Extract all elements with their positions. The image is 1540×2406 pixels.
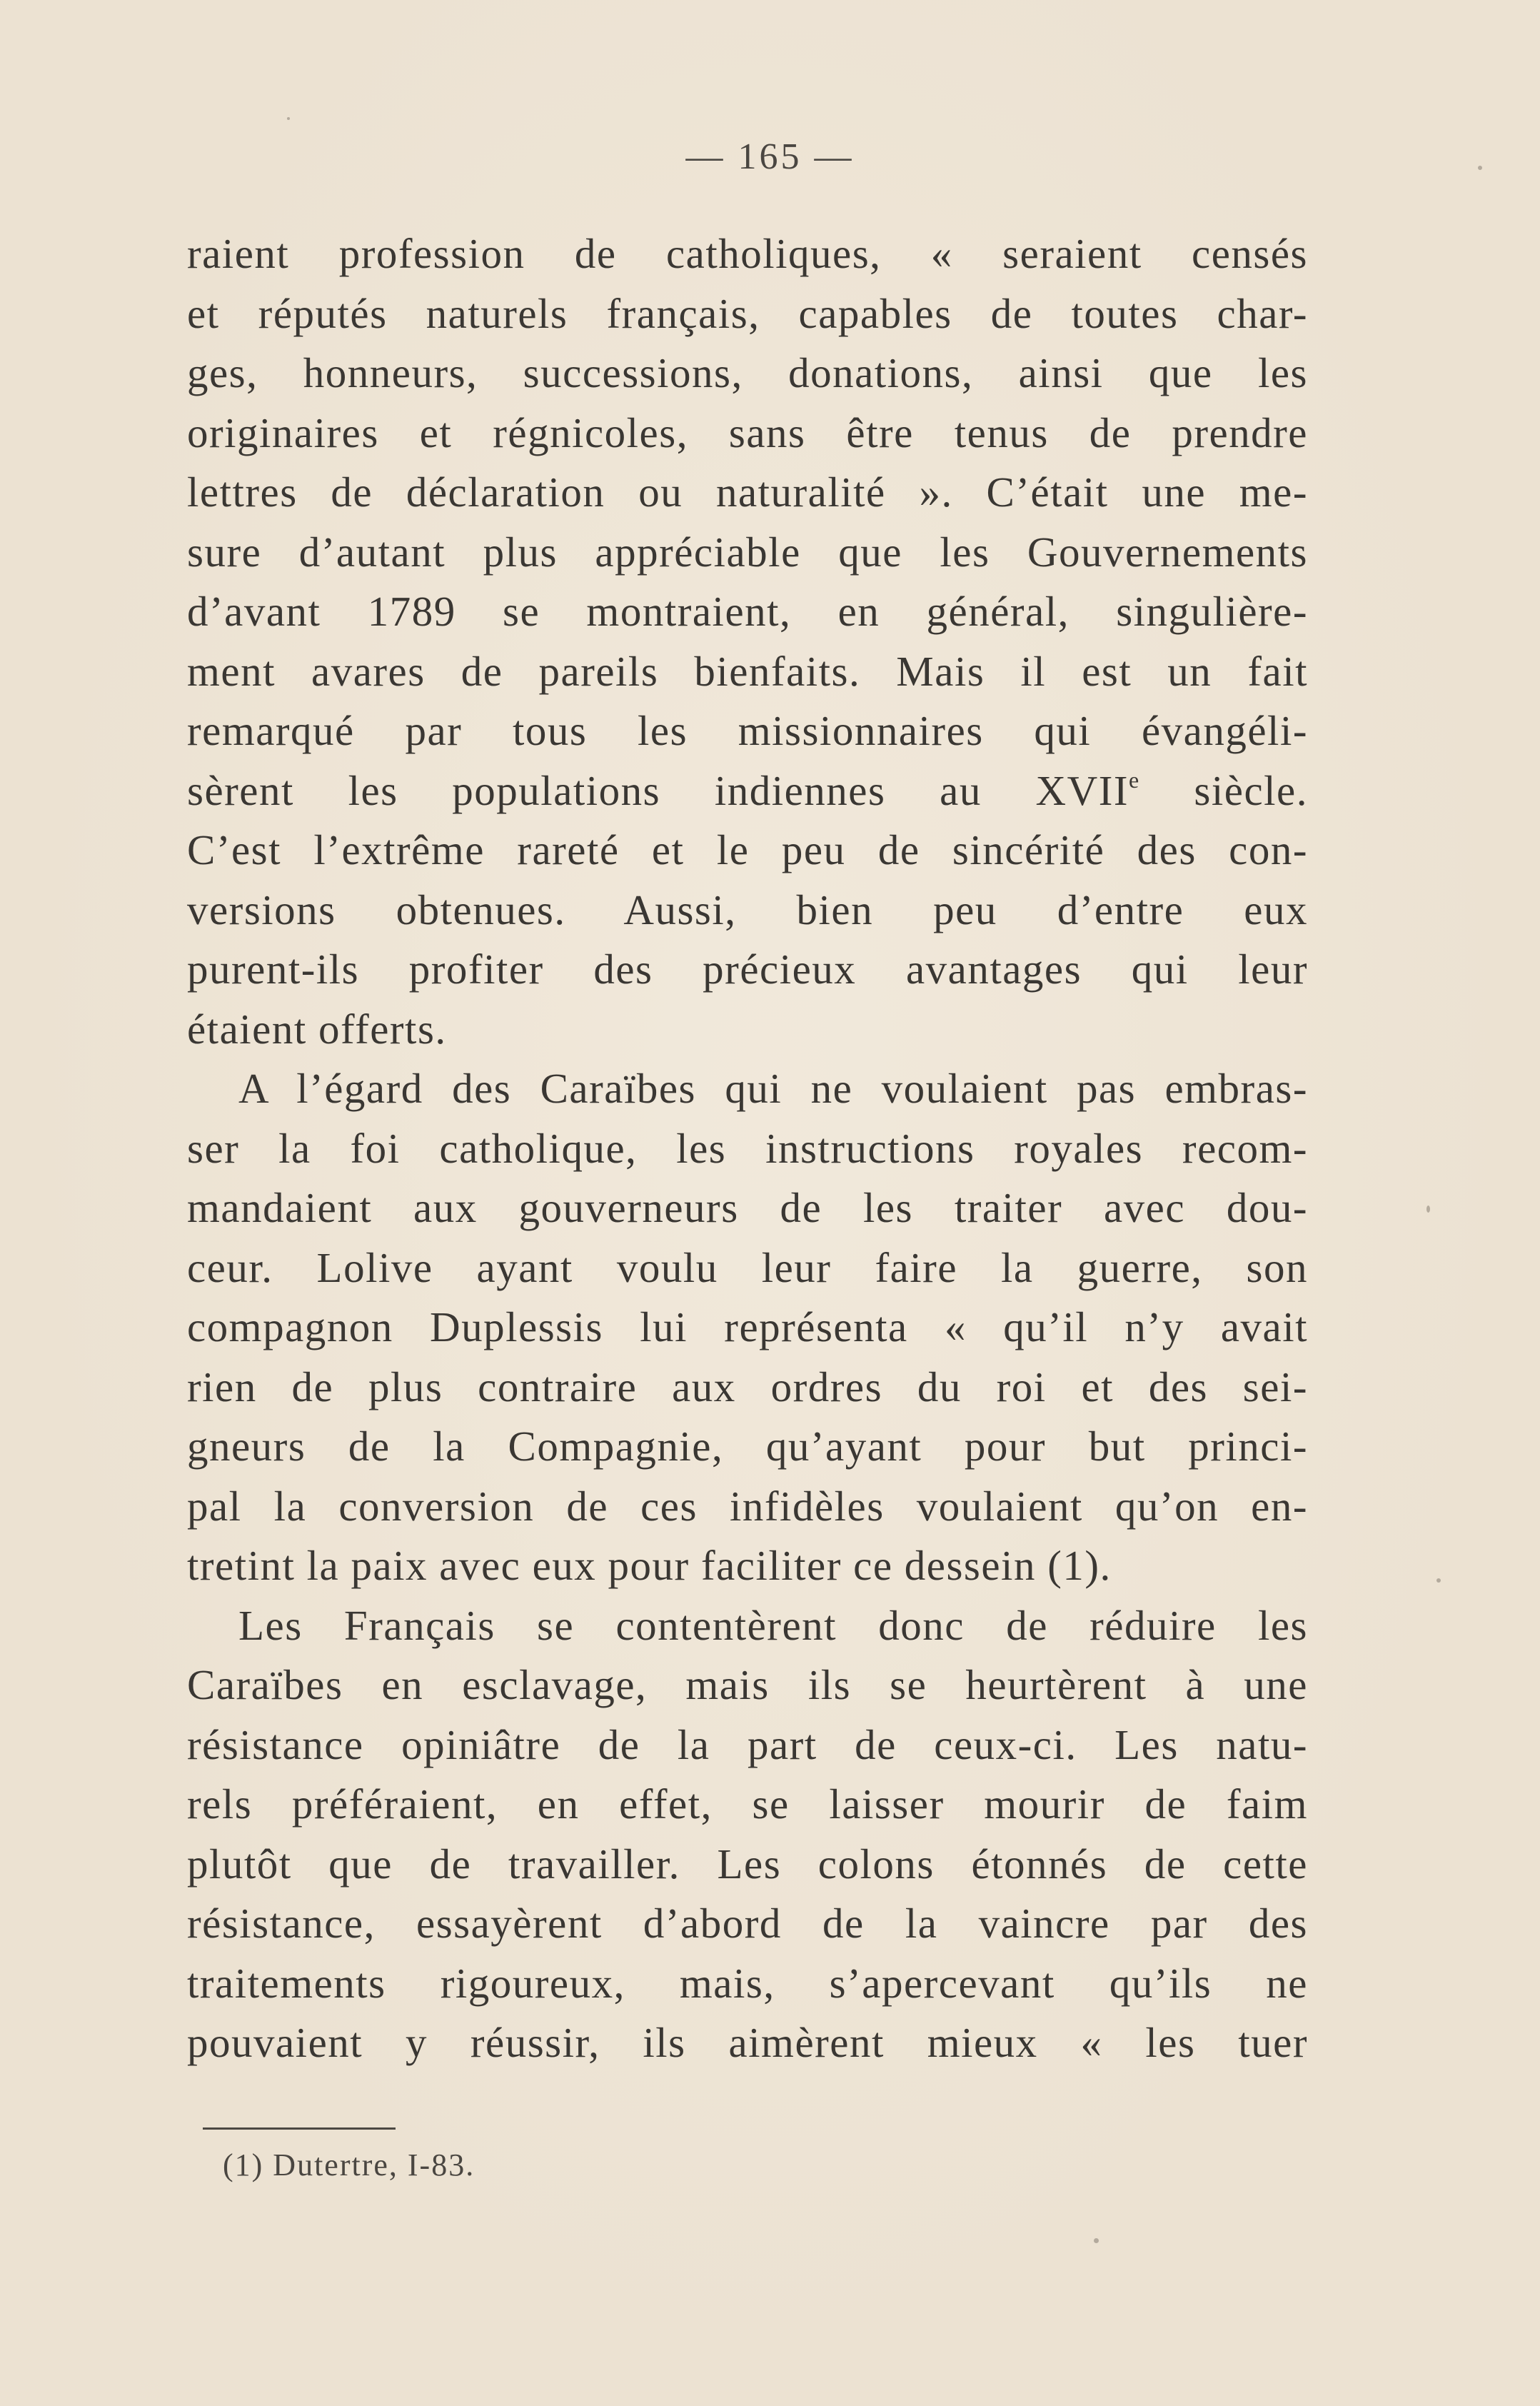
paragraph-start-line: A l’égard des Caraïbes qui ne voulaient pas embras-	[238, 1065, 1308, 1112]
text-line: pouvaient y réussir, ils aimèrent mieux « les tuer	[187, 2019, 1308, 2066]
text-line: Caraïbes en esclavage, mais ils se heurtèrent à une	[187, 1661, 1308, 1708]
text-line: versions obtenues. Aussi, bien peu d’entre eux	[187, 886, 1308, 933]
page-number: — 165 —	[685, 136, 855, 177]
paragraph-start-line: Les Français se contentèrent donc de réduire les	[238, 1601, 1308, 1649]
paper-speck	[1478, 166, 1482, 170]
text-line-with-superscript	[187, 761, 1308, 821]
text-line: mandaient aux gouverneurs de les traiter avec dou-	[187, 1184, 1308, 1231]
text-line: rien de plus contraire aux ordres du roi et des sei-	[187, 1363, 1308, 1410]
text-line: originaires et régnicoles, sans être tenus de prendre	[187, 408, 1308, 456]
text-line: ment avares de pareils bienfaits. Mais il est un fait	[187, 647, 1308, 695]
superscript: e	[1129, 766, 1140, 793]
text-line: résistance opiniâtre de la part de ceux-ci. Les natu-	[187, 1720, 1308, 1768]
text-line: sure d’autant plus appréciable que les Gouvernements	[187, 528, 1308, 576]
text-line: ges, honneurs, successions, donations, ainsi que les	[187, 349, 1308, 396]
paper-speck	[1094, 2238, 1099, 2243]
footnote-divider	[203, 2127, 396, 2130]
text-fragment: sèrent les populations indiennes au XVII	[187, 766, 1129, 814]
paper-speck	[287, 117, 290, 120]
text-line: pal la conversion de ces infidèles voulaient qu’on en-	[187, 1482, 1308, 1530]
text-line: traitements rigoureux, mais, s’apercevant qu’ils ne	[187, 1959, 1308, 2007]
text-line: ser la foi catholique, les instructions royales recom-	[187, 1124, 1308, 1172]
body-text	[187, 224, 1308, 2073]
text-line: remarqué par tous les missionnaires qui évangéli-	[187, 707, 1308, 754]
text-line: raient profession de catholiques, « seraient censés	[187, 230, 1308, 277]
paragraph-end-line: étaient offerts.	[187, 1005, 447, 1053]
footnote: (1) Dutertre, I-83.	[223, 2147, 475, 2182]
paper-speck	[1436, 1578, 1441, 1583]
text-line: d’avant 1789 se montraient, en général, singulière-	[187, 588, 1308, 635]
text-line: plutôt que de travailler. Les colons étonnés de cette	[187, 1840, 1308, 1888]
text-line: lettres de déclaration ou naturalité ». C’était une me-	[187, 468, 1308, 516]
text-line: rels préféraient, en effet, se laisser mourir de faim	[187, 1780, 1308, 1828]
text-line: purent-ils profiter des précieux avantages qui leur	[187, 946, 1308, 993]
paragraph-end-line: tretint la paix avec eux pour faciliter ce dessein (1).	[187, 1542, 1112, 1589]
text-line: ceur. Lolive ayant voulu leur faire la guerre, son	[187, 1243, 1308, 1291]
text-line: gneurs de la Compagnie, qu’ayant pour but princi-	[187, 1423, 1308, 1470]
text-line: et réputés naturels français, capables de toutes char-	[187, 289, 1308, 337]
text-line: compagnon Duplessis lui représenta « qu’il n’y avait	[187, 1303, 1308, 1350]
text-fragment: siècle.	[1139, 766, 1308, 814]
text-line: C’est l’extrême rareté et le peu de sincérité des con-	[187, 826, 1308, 873]
paper-speck	[1426, 1205, 1430, 1213]
text-line: résistance, essayèrent d’abord de la vaincre par des	[187, 1900, 1308, 1947]
